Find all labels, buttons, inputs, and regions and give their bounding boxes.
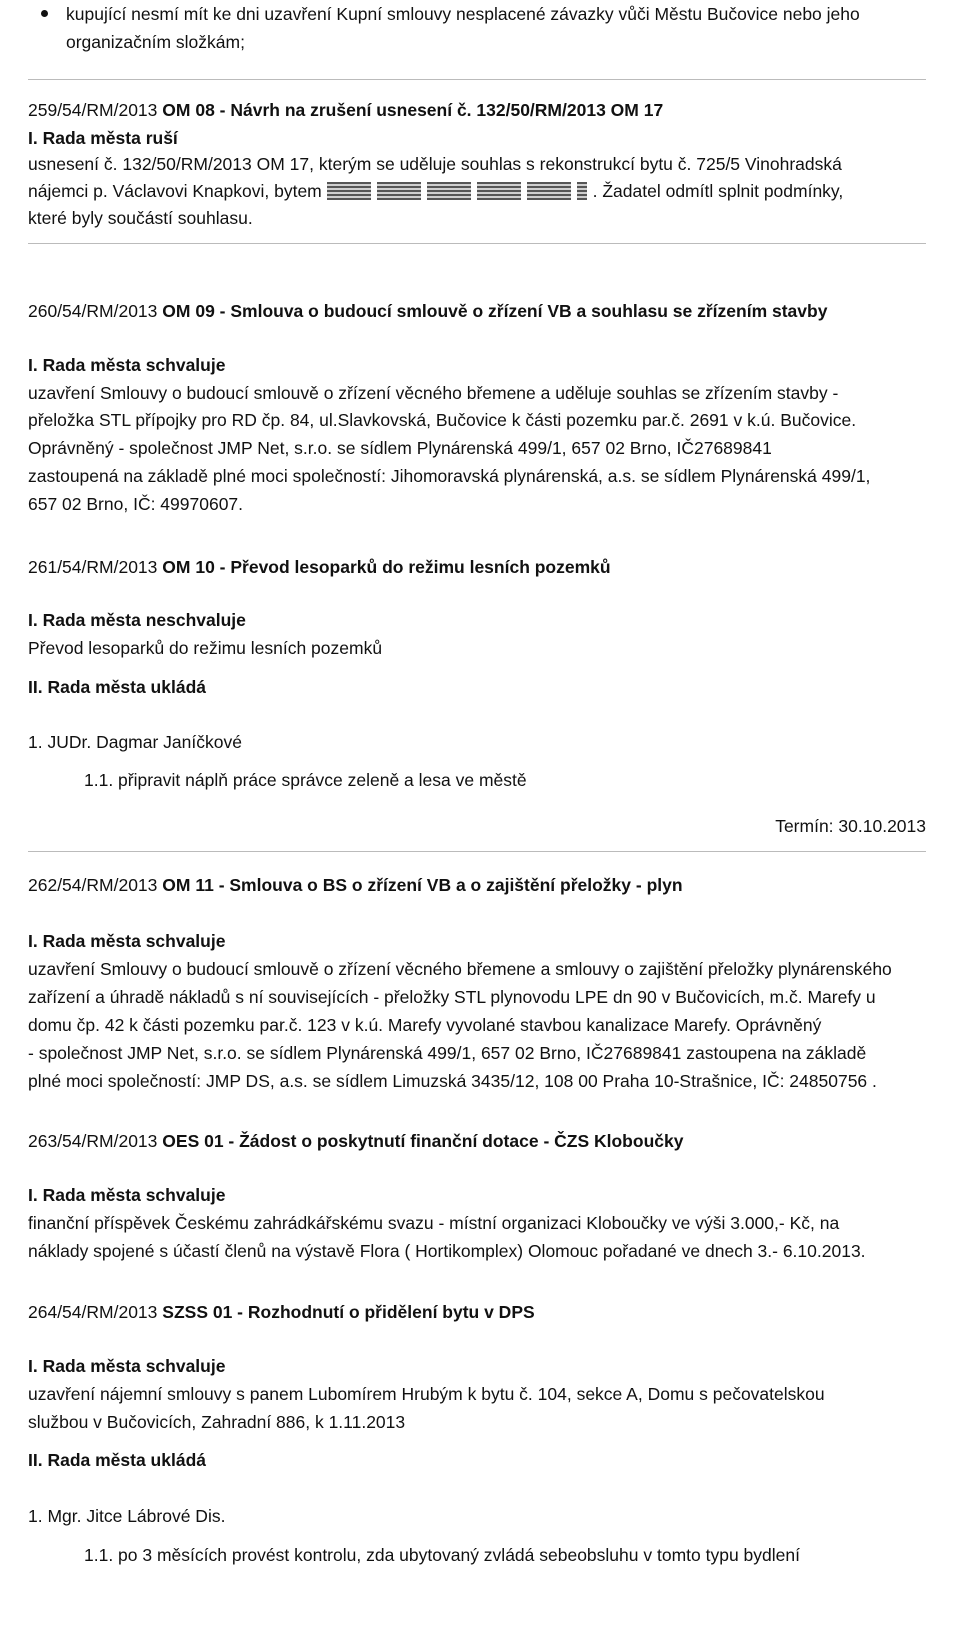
bullet-line: organizačním složkám; bbox=[66, 32, 245, 52]
resolution-title: OM 10 - Převod lesoparků do režimu lesních pozemků bbox=[162, 557, 611, 577]
resolution-heading bbox=[28, 871, 683, 899]
resolution-title: OM 08 - Návrh na zrušení usnesení č. 132/50/RM/2013 OM 17 bbox=[162, 100, 664, 120]
resolution-heading bbox=[28, 553, 611, 581]
resolution-number: 260/54/RM/2013 bbox=[28, 301, 158, 321]
resolution-heading bbox=[28, 297, 827, 325]
decision-text-line: Převod lesoparků do režimu lesních pozemků bbox=[28, 638, 383, 658]
decision-text-line bbox=[28, 177, 843, 205]
task-line: 1.1. po 3 měsících provést kontrolu, zda ubytovaný zvládá sebeobsluhu v tomto typu bydlení bbox=[84, 1545, 800, 1565]
assignee: 1. JUDr. Dagmar Janíčkové bbox=[28, 732, 242, 752]
decision-text-fragment: . Žadatel odmítl splnit podmínky, bbox=[592, 181, 844, 201]
assignee: 1. Mgr. Jitce Lábrové Dis. bbox=[28, 1506, 226, 1526]
bullet-icon bbox=[41, 10, 48, 17]
decision-text-line: zařízení a úhradě nákladů s ní souvisejících - přeložky STL plynovodu LPE dn 90 v Bučovicích, m.č. Marefy u bbox=[28, 987, 876, 1007]
deadline: Termín: 30.10.2013 bbox=[775, 816, 926, 836]
resolution-number: 264/54/RM/2013 bbox=[28, 1302, 158, 1322]
resolution-number: 263/54/RM/2013 bbox=[28, 1131, 158, 1151]
decision-text-line: Oprávněný - společnost JMP Net, s.r.o. se sídlem Plynárenská 499/1, 657 02 Brno, IČ27689841 bbox=[28, 438, 772, 458]
redaction-block bbox=[577, 182, 587, 200]
resolution-heading bbox=[28, 1298, 535, 1326]
resolution-title: OES 01 - Žádost o poskytnutí finanční dotace - ČZS Kloboučky bbox=[162, 1131, 684, 1151]
decision-text-line: - společnost JMP Net, s.r.o. se sídlem Plynárenská 499/1, 657 02 Brno, IČ27689841 zastoupena na základě bbox=[28, 1043, 867, 1063]
decision-heading: II. Rada města ukládá bbox=[28, 1450, 206, 1470]
decision-text-line: finanční příspěvek Českému zahrádkářskému svazu - místní organizaci Kloboučky ve výši 3.000,- Kč, na bbox=[28, 1213, 840, 1233]
decision-text-line: domu čp. 42 k části pozemku par.č. 123 v k.ú. Marefy vyvolané stavbou kanalizace Marefy. Oprávněný bbox=[28, 1015, 822, 1035]
decision-text-fragment: nájemci p. Václavovi Knapkovi, bytem bbox=[28, 181, 322, 201]
resolution-heading bbox=[28, 1127, 683, 1155]
resolution-heading bbox=[28, 96, 663, 124]
resolution-title: OM 09 - Smlouva o budoucí smlouvě o zřízení VB a souhlasu se zřízením stavby bbox=[162, 301, 828, 321]
decision-heading: I. Rada města ruší bbox=[28, 128, 178, 148]
resolution-title: OM 11 - Smlouva o BS o zřízení VB a o zajištění přeložky - plyn bbox=[162, 875, 683, 895]
decision-text-line: usnesení č. 132/50/RM/2013 OM 17, kterým se uděluje souhlas s rekonstrukcí bytu č. 725/5 Vinohradská bbox=[28, 154, 842, 174]
decision-heading: I. Rada města schvaluje bbox=[28, 1185, 226, 1205]
redaction-block bbox=[327, 182, 371, 200]
redaction-block bbox=[377, 182, 421, 200]
decision-heading: I. Rada města schvaluje bbox=[28, 1356, 226, 1376]
redaction-block bbox=[427, 182, 471, 200]
bullet-line: kupující nesmí mít ke dni uzavření Kupní smlouvy nesplacené závazky vůči Městu Bučovice nebo jeho bbox=[66, 4, 860, 24]
redaction-block bbox=[477, 182, 521, 200]
resolution-number: 262/54/RM/2013 bbox=[28, 875, 158, 895]
decision-text-line: plné moci společností: JMP DS, a.s. se sídlem Limuzská 3435/12, 108 00 Praha 10-Strašnice, IČ: 24850756 . bbox=[28, 1071, 877, 1091]
resolution-number: 259/54/RM/2013 bbox=[28, 100, 158, 120]
decision-text-line: zastoupená na základě plné moci společností: Jihomoravská plynárenská, a.s. se sídlem Plynárenská 499/1, bbox=[28, 466, 871, 486]
section-divider bbox=[28, 851, 926, 852]
redaction-block bbox=[527, 182, 571, 200]
decision-text-line: 657 02 Brno, IČ: 49970607. bbox=[28, 494, 244, 514]
decision-text-line: službou v Bučovicích, Zahradní 886, k 1.11.2013 bbox=[28, 1412, 406, 1432]
decision-heading: I. Rada města neschvaluje bbox=[28, 610, 246, 630]
decision-heading: II. Rada města ukládá bbox=[28, 677, 206, 697]
decision-text-line: uzavření nájemní smlouvy s panem Lubomírem Hrubým k bytu č. 104, sekce A, Domu s pečovatelskou bbox=[28, 1384, 825, 1404]
section-divider bbox=[28, 79, 926, 80]
resolution-number: 261/54/RM/2013 bbox=[28, 557, 158, 577]
decision-text-line: přeložka STL přípojky pro RD čp. 84, ul.Slavkovská, Bučovice k části pozemku par.č. 2691 v k.ú. Bučovice. bbox=[28, 410, 857, 430]
section-divider bbox=[28, 243, 926, 244]
resolution-title: SZSS 01 - Rozhodnutí o přidělení bytu v DPS bbox=[162, 1302, 535, 1322]
task-line: 1.1. připravit náplň práce správce zeleně a lesa ve městě bbox=[84, 770, 527, 790]
decision-text-line: náklady spojené s účastí členů na výstavě Flora ( Hortikomplex) Olomouc pořadané ve dnech 3.- 6.10.2013. bbox=[28, 1241, 866, 1261]
decision-text-line: uzavření Smlouvy o budoucí smlouvě o zřízení věcného břemene a smlouvy o zajištění přeložky plynárenského bbox=[28, 959, 892, 979]
decision-heading: I. Rada města schvaluje bbox=[28, 931, 226, 951]
decision-heading: I. Rada města schvaluje bbox=[28, 355, 226, 375]
decision-text-line: které byly součástí souhlasu. bbox=[28, 208, 253, 228]
decision-text-line: uzavření Smlouvy o budoucí smlouvě o zřízení věcného břemene a uděluje souhlas se zřízením stavby - bbox=[28, 383, 839, 403]
